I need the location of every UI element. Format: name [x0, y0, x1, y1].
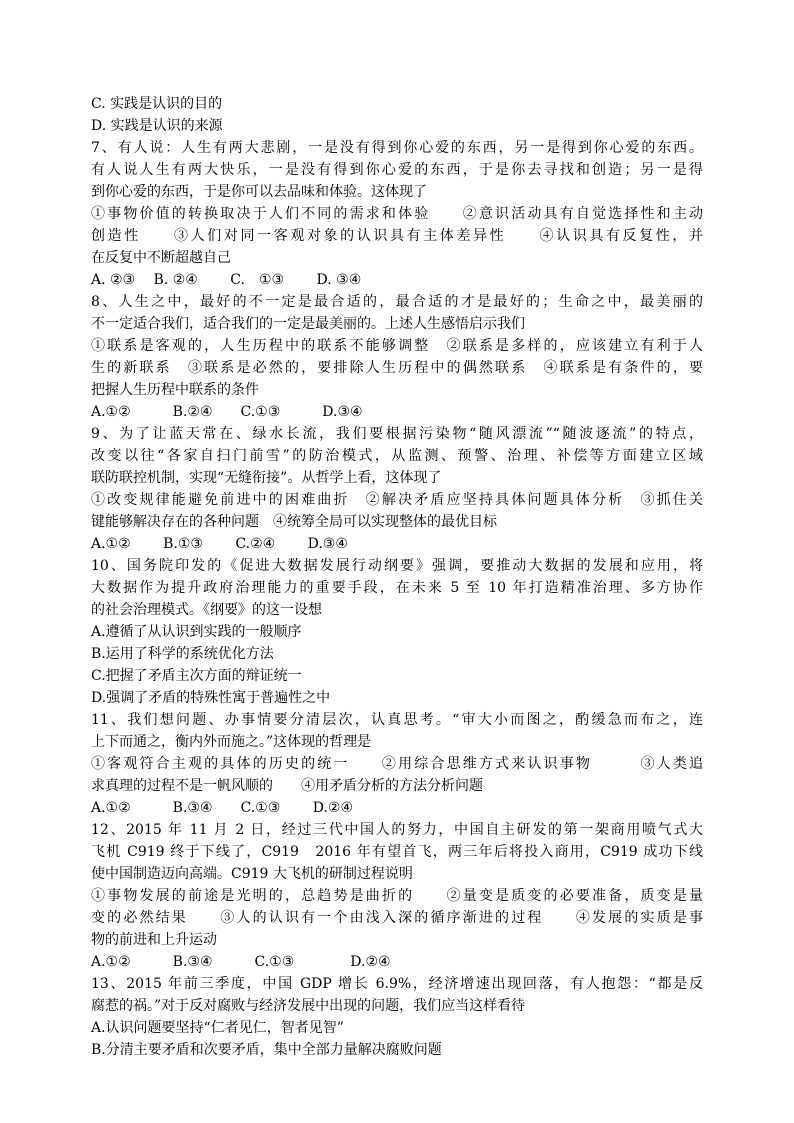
question-11-stem: 上下而通之，衡内外而施之。”这体现的哲理是 — [91, 734, 372, 750]
question-12-stem: 飞机 C919 终于下线了，C919 2016 年有望首飞，两三年后将投入商用，C919 成功下线 — [91, 844, 703, 860]
question-10-option-a: A.遵循了从认识到实践的一般顺序 — [91, 624, 302, 640]
question-13-stem: 腐惹的祸。”对于反对腐败与经济发展中出现的问题，我们应当这样看待 — [91, 998, 526, 1014]
question-9-statements: ①改变规律能避免前进中的困难曲折 ②解决矛盾应坚持具体问题具体分析 ③抓住关 — [91, 492, 703, 508]
question-10-stem: 10、国务院印发的《促进大数据发展行动纲要》强调，要推动大数据的发展和应用，将 — [91, 558, 703, 574]
question-13-option-b: B.分清主要矛盾和次要矛盾，集中全部力量解决腐败问题 — [91, 1042, 442, 1058]
question-12-statements: 变的必然结果 ③人的认识有一个由浅入深的循序渐进的过程 ④发展的实质是事 — [91, 910, 703, 926]
question-8-statements: ①联系是客观的，人生历程中的联系不能够调整 ②联系是多样的，应该建立有利于人 — [91, 338, 703, 354]
question-8-choices: A.①② B.②④ C.①③ D.③④ — [91, 404, 363, 420]
question-9-stem: 9、为了让蓝天常在、绿水长流，我们要根据污染物“随风漂流”“随波逐流”的特点， — [91, 426, 703, 442]
question-7-statements: 在反复中不断超越自己 — [91, 250, 231, 266]
question-11-statements: ①客观符合主观的具体的历史的统一 ②用综合思维方式来认识事物 ③人类追 — [91, 756, 703, 772]
question-8-statements: 把握人生历程中联系的条件 — [91, 382, 259, 398]
question-9-choices: A.①② B.①③ C.②④ D.③④ — [91, 536, 348, 552]
question-7-statements: ①事物价值的转换取决于人们不同的需求和体验 ②意识活动具有自觉选择性和主动 — [91, 206, 703, 222]
question-7-stem: 有人说人生有两大快乐，一是没有得到你心爱的东西，于是你去寻找和创造；另一是得 — [91, 162, 703, 178]
question-11-statements: 求真理的过程不是一帆风顺的 ④用矛盾分析的方法分析问题 — [91, 778, 483, 794]
question-8-stem: 8、人生之中，最好的不一定是最合适的，最合适的才是最好的；生命之中，最美丽的 — [91, 294, 703, 310]
question-12-statements: ①事物发展的前途是光明的，总趋势是曲折的 ②量变是质变的必要准备，质变是量 — [91, 888, 703, 904]
question-10-option-c: C.把握了矛盾主次方面的辩证统一 — [91, 668, 302, 684]
question-12-stem: 12、2015 年 11 月 2 日，经过三代中国人的努力，中国自主研发的第一架商用喷气式大 — [91, 822, 703, 838]
question-10-option-b: B.运用了科学的系统优化方法 — [91, 646, 274, 662]
question-9-stem: 改变以往“各家自扫门前雪”的防治模式，从监测、预警、治理、补偿等方面建立区域 — [91, 448, 703, 464]
question-12-stem: 使中国制造迈向高端。C919 大飞机的研制过程说明 — [91, 866, 413, 882]
question-8-stem: 不一定适合我们，适合我们的一定是最美丽的。上述人生感悟启示我们 — [91, 316, 525, 332]
question-13-stem: 13、2015 年前三季度，中国 GDP 增长 6.9%，经济增速出现回落，有人抱怨：“都是反 — [91, 976, 703, 992]
question-7-stem: 7、有人说：人生有两大悲剧，一是没有得到你心爱的东西，另一是得到你心爱的东西。 — [91, 140, 703, 156]
question-11-stem: 11、我们想问题、办事情要分清层次，认真思考。“审大小而图之，酌缓急而布之，连 — [91, 712, 703, 728]
question-12-choices: A.①② B.③④ C.①③ D.②④ — [91, 954, 391, 970]
question-7-stem: 到你心爱的东西，于是你可以去品味和体验。这体现了 — [91, 184, 427, 200]
question-10-stem: 大数据作为提升政府治理能力的重要手段，在未来 5 至 10 年打造精准治理、多方协作 — [91, 580, 703, 596]
question-9-stem: 联防联控机制，实现“无缝衔接”。从哲学上看，这体现了 — [91, 470, 442, 486]
question-10-option-d: D.强调了矛盾的特殊性寓于普遍性之中 — [91, 690, 331, 706]
text-line-option-c: C. 实践是认识的目的 — [91, 96, 223, 112]
text-line-option-d: D. 实践是认识的来源 — [91, 118, 223, 134]
question-7-statements: 创造性 ③人们对同一客观对象的认识具有主体差异性 ④认识具有反复性，并 — [91, 228, 703, 244]
question-12-statements: 物的前进和上升运动 — [91, 932, 217, 948]
question-10-stem: 的社会治理模式。《纲要》的这一设想 — [91, 602, 322, 618]
question-7-choices: A. ②③ B. ②④ C. ①③ D. ③④ — [91, 272, 362, 288]
document-page — [91, 93, 703, 1061]
question-11-choices: A.①② B.③④ C.①③ D.②④ — [91, 800, 353, 816]
question-13-option-a: A.认识问题要坚持“仁者见仁，智者见智” — [91, 1020, 344, 1036]
question-8-statements: 生的新联系 ③联系是必然的，要排除人生历程中的偶然联系 ④联系是有条件的，要 — [91, 360, 703, 376]
question-9-statements: 键能够解决存在的各种问题 ④统筹全局可以实现整体的最优目标 — [91, 514, 497, 530]
